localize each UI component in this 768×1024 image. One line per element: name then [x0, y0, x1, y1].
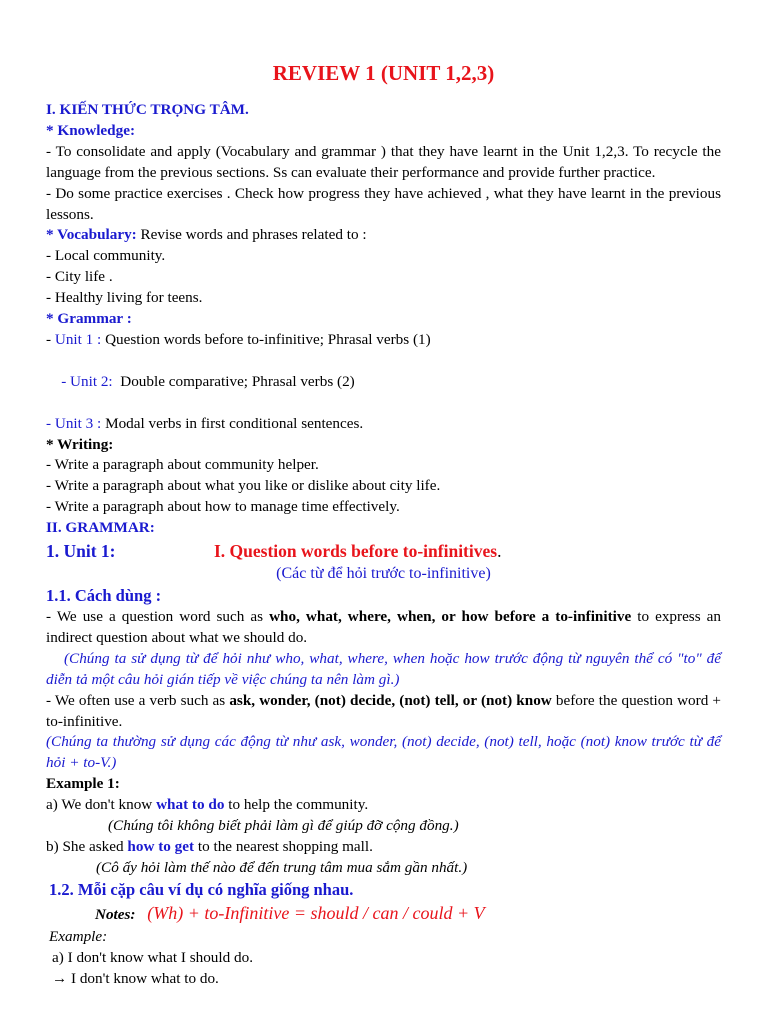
rule2-text-a: - We often use a verb such as: [46, 691, 230, 709]
topic-title-end: .: [497, 541, 502, 562]
rule1-text-c: to express an indirect question about what we should do.: [46, 608, 721, 646]
topic-title: [214, 539, 501, 563]
grammar-item-unit: Unit 1 :: [54, 330, 102, 348]
grammar-item-unit: - Unit 2:: [61, 372, 113, 390]
vocabulary-item: - City life .: [46, 268, 113, 286]
knowledge-label: * Knowledge:: [46, 121, 136, 139]
writing-item: - Write a paragraph about community helper.: [46, 456, 319, 474]
grammar-item: [46, 330, 721, 351]
example-b-highlight: how to get: [127, 838, 195, 855]
example-b-text-1: b) She asked: [46, 838, 128, 855]
writing-label: * Writing:: [46, 435, 114, 453]
usage-heading: 1.1. Cách dùng :: [46, 586, 162, 606]
example2-a: a) I don't know what I should do.: [52, 948, 253, 966]
notes-formula: (Wh) + to-Infinitive = should / can / could + V: [147, 902, 485, 923]
notes-label: Notes:: [95, 905, 136, 923]
knowledge-paragraph-1: - To consolidate and apply (Vocabulary and grammar ) that they have learnt in the Unit 1,2,3. To recycle the language from the previous sections. Ss can evaluate their performance and provide further practice.: [46, 142, 721, 181]
rule2-text-c: before the question word + to-infinitive.: [46, 691, 721, 730]
example-label: Example 1:: [46, 775, 120, 793]
example-a-highlight: what to do: [156, 796, 225, 814]
example-b-text-2: to the nearest shopping mall.: [194, 838, 373, 855]
grammar-item-unit: - Unit 3 :: [46, 414, 102, 432]
notes-line: [46, 901, 721, 927]
example-a-text-2: to help the community.: [224, 796, 369, 814]
unit1-heading-row: [46, 539, 721, 563]
writing-item: - Write a paragraph about what you like or dislike about city life.: [46, 477, 441, 495]
example2-b: [46, 969, 721, 990]
example-a-text-1: a) We don't know: [46, 796, 157, 814]
example2-b-text: I don't know what to do.: [67, 969, 219, 987]
vocabulary-item: - Local community.: [46, 247, 166, 265]
unit1-label: 1. Unit 1:: [46, 541, 116, 562]
grammar-item-text: Modal verbs in first conditional sentences.: [101, 414, 364, 432]
grammar-label: * Grammar :: [46, 310, 132, 328]
vocabulary-item: - Healthy living for teens.: [46, 289, 203, 307]
rule2-text-bold: ask, wonder, (not) decide, (not) tell, or (not) know: [229, 691, 552, 709]
usage-rule-2-vi: (Chúng ta thường sử dụng các động từ như ask, wonder, (not) decide, (not) tell, hoặc (not) know trước từ để hỏi + to-V.): [46, 733, 721, 772]
rule1-text-a: - We use a question word such as: [46, 608, 270, 626]
usage-rule-1-vi: (Chúng ta sử dụng từ để hỏi như who, what, where, when hoặc how trước động từ nguyên thể có "to" để diễn tả một câu hỏi gián tiếp về việc chúng ta nên làm gì.): [46, 649, 721, 688]
example-b: [46, 837, 721, 858]
topic-title-text: I. Question words before to-infinitives: [214, 541, 498, 562]
section2-heading: II. GRAMMAR:: [46, 519, 155, 537]
topic-subtitle-vi: (Các từ để hỏi trước to-infinitive): [276, 565, 491, 583]
knowledge-paragraph-2: - Do some practice exercises . Check how progress they have achieved , what they have learnt in the previous lessons.: [46, 184, 721, 223]
vocabulary-line: [46, 225, 721, 246]
grammar-item-prefix: -: [46, 330, 55, 348]
grammar-item: [46, 351, 721, 414]
vocabulary-label: * Vocabulary:: [46, 226, 137, 244]
example-a: [46, 795, 721, 816]
arrow-icon: →: [52, 969, 68, 987]
writing-item: - Write a paragraph about how to manage time effectively.: [46, 498, 400, 516]
grammar-item-text: Question words before to-infinitive; Phrasal verbs (1): [101, 330, 431, 348]
grammar-item-text: Double comparative; Phrasal verbs (2): [112, 372, 355, 390]
section1-heading: I. KIẾN THỨC TRỌNG TÂM.: [46, 101, 249, 118]
document-page: [46, 58, 721, 990]
vocabulary-text: Revise words and phrases related to :: [136, 226, 367, 244]
example-b-vi: (Cô ấy hỏi làm thế nào để đến trung tâm mua sắm gần nhất.): [96, 858, 468, 876]
example-a-vi: (Chúng tôi không biết phải làm gì để giúp đỡ cộng đồng.): [108, 817, 459, 835]
page-title: REVIEW 1 (UNIT 1,2,3): [272, 61, 495, 85]
usage-rule-2: [46, 691, 721, 733]
rule1-text-bold: who, what, where, when, or how before a to-infinitive: [269, 608, 632, 626]
pair-heading: 1.2. Mỗi cặp câu ví dụ có nghĩa giống nhau.: [49, 879, 354, 899]
usage-rule-1: [46, 607, 721, 649]
grammar-item: [46, 414, 721, 435]
example2-label: Example:: [49, 927, 108, 945]
